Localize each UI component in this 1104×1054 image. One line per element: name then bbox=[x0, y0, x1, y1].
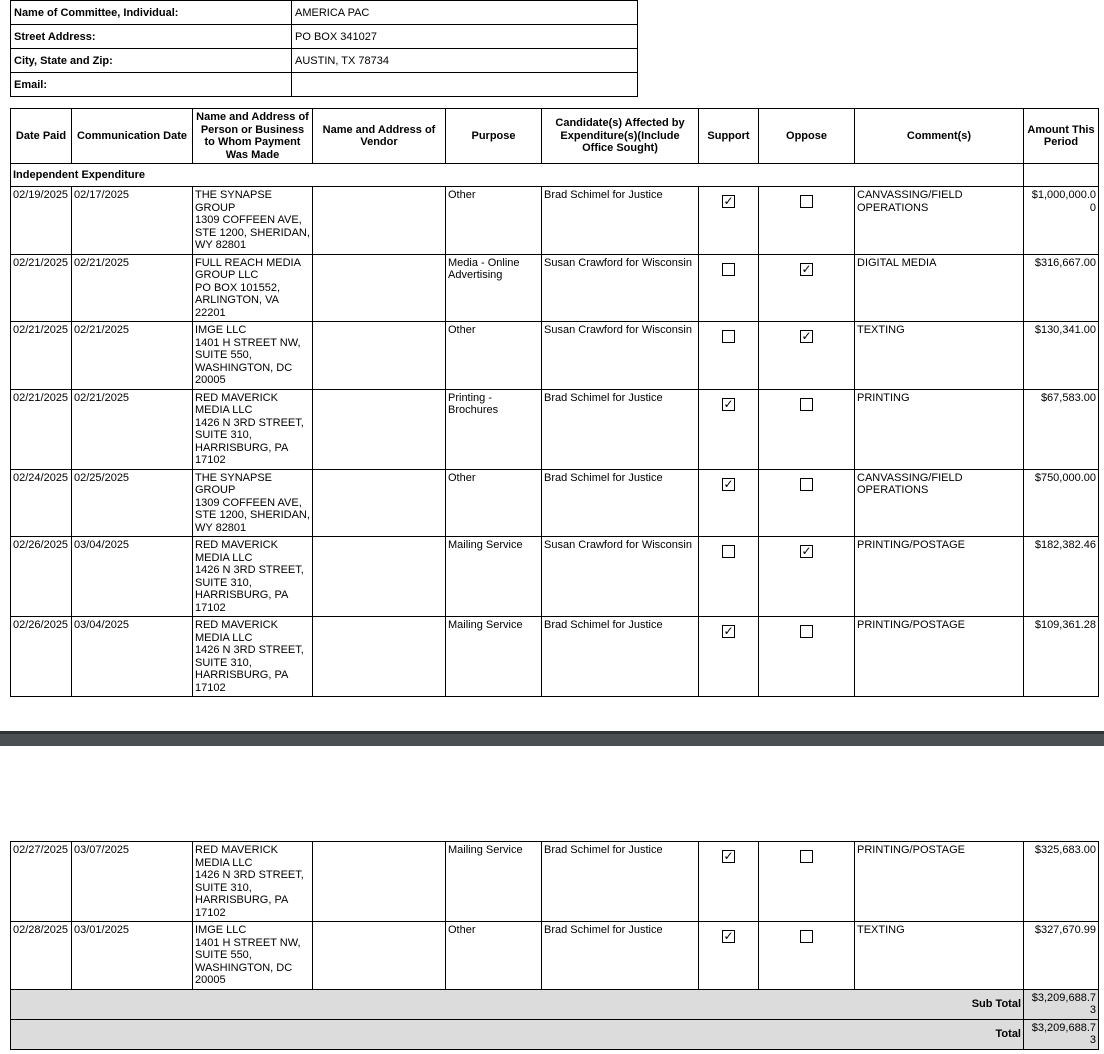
payee: IMGE LLC 1401 H STREET NW, SUITE 550, WASHINGTON, DC 20005 bbox=[193, 922, 313, 990]
support-checkbox[interactable]: ✓ bbox=[723, 929, 734, 943]
candidate: Brad Schimel for Justice bbox=[542, 922, 699, 990]
purpose: Mailing Service bbox=[446, 842, 542, 922]
support-checkbox[interactable]: ✓ bbox=[723, 849, 734, 863]
candidate: Brad Schimel for Justice bbox=[542, 389, 699, 469]
communication-date: 03/04/2025 bbox=[72, 537, 193, 617]
candidate: Susan Crawford for Wisconsin bbox=[542, 254, 699, 322]
purpose: Other bbox=[446, 922, 542, 990]
subtotal-row bbox=[11, 989, 1099, 1019]
communication-date: 03/04/2025 bbox=[72, 617, 193, 697]
date-paid: 02/21/2025 bbox=[11, 322, 72, 390]
amount: $67,583.00 bbox=[1024, 389, 1099, 469]
support-cell bbox=[699, 254, 759, 322]
date-paid: 02/27/2025 bbox=[11, 842, 72, 922]
candidate: Susan Crawford for Wisconsin bbox=[542, 322, 699, 390]
date-paid: 02/28/2025 bbox=[11, 922, 72, 990]
support-cell bbox=[699, 842, 759, 922]
amount: $182,382.46 bbox=[1024, 537, 1099, 617]
candidate: Brad Schimel for Justice bbox=[542, 617, 699, 697]
vendor bbox=[313, 322, 446, 390]
total-label: Total bbox=[11, 1019, 1024, 1049]
committee-info-table bbox=[10, 0, 638, 97]
oppose-checkbox[interactable] bbox=[800, 930, 813, 943]
communication-date: 02/21/2025 bbox=[72, 389, 193, 469]
expenditure-table bbox=[10, 108, 1099, 697]
date-paid: 02/21/2025 bbox=[11, 254, 72, 322]
comments: PRINTING/POSTAGE bbox=[855, 617, 1024, 697]
committee-name-label: Name of Committee, Individual: bbox=[11, 1, 292, 25]
purpose: Other bbox=[446, 469, 542, 537]
date-paid: 02/21/2025 bbox=[11, 389, 72, 469]
oppose-checkbox[interactable]: ✓ bbox=[801, 544, 812, 558]
vendor bbox=[313, 922, 446, 990]
oppose-cell bbox=[759, 842, 855, 922]
table-row bbox=[11, 922, 1099, 990]
section-amount-cell bbox=[1024, 164, 1099, 187]
amount: $130,341.00 bbox=[1024, 322, 1099, 390]
total-row bbox=[11, 1019, 1099, 1049]
communication-date: 02/25/2025 bbox=[72, 469, 193, 537]
communication-date: 02/21/2025 bbox=[72, 322, 193, 390]
page-break-divider bbox=[0, 731, 1104, 746]
oppose-checkbox[interactable] bbox=[800, 850, 813, 863]
support-checkbox[interactable] bbox=[722, 263, 735, 276]
payee: THE SYNAPSE GROUP 1309 COFFEEN AVE, STE 1200, SHERIDAN, WY 82801 bbox=[193, 469, 313, 537]
table-row bbox=[11, 389, 1099, 469]
support-checkbox[interactable]: ✓ bbox=[723, 476, 734, 491]
oppose-cell bbox=[759, 254, 855, 322]
table-row bbox=[11, 322, 1099, 390]
communication-date: 03/01/2025 bbox=[72, 922, 193, 990]
col-oppose: Oppose bbox=[759, 109, 855, 164]
email-value bbox=[292, 73, 638, 97]
comments: CANVASSING/FIELD OPERATIONS bbox=[855, 187, 1024, 255]
date-paid: 02/26/2025 bbox=[11, 537, 72, 617]
oppose-checkbox[interactable] bbox=[800, 195, 813, 208]
section-label: Independent Expenditure bbox=[11, 164, 1024, 187]
amount: $109,361.28 bbox=[1024, 617, 1099, 697]
committee-name-value: AMERICA PAC bbox=[292, 1, 638, 25]
vendor bbox=[313, 469, 446, 537]
amount: $1,000,000.00 bbox=[1024, 187, 1099, 255]
support-checkbox[interactable] bbox=[722, 330, 735, 343]
amount: $750,000.00 bbox=[1024, 469, 1099, 537]
support-cell bbox=[699, 537, 759, 617]
candidate: Brad Schimel for Justice bbox=[542, 187, 699, 255]
table-row bbox=[11, 469, 1099, 537]
subtotal-value: $3,209,688.73 bbox=[1024, 989, 1099, 1019]
comments: TEXTING bbox=[855, 322, 1024, 390]
support-cell bbox=[699, 469, 759, 537]
expenditure-table-page-2 bbox=[10, 841, 1099, 1050]
oppose-cell bbox=[759, 469, 855, 537]
amount: $327,670.99 bbox=[1024, 922, 1099, 990]
purpose: Printing - Brochures bbox=[446, 389, 542, 469]
payee: RED MAVERICK MEDIA LLC 1426 N 3RD STREET, SUITE 310, HARRISBURG, PA 17102 bbox=[193, 537, 313, 617]
email-label: Email: bbox=[11, 73, 292, 97]
oppose-cell bbox=[759, 389, 855, 469]
purpose: Media - Online Advertising bbox=[446, 254, 542, 322]
vendor bbox=[313, 389, 446, 469]
oppose-cell bbox=[759, 187, 855, 255]
vendor bbox=[313, 187, 446, 255]
comments: TEXTING bbox=[855, 922, 1024, 990]
street-value: PO BOX 341027 bbox=[292, 25, 638, 49]
oppose-cell bbox=[759, 537, 855, 617]
comments: PRINTING/POSTAGE bbox=[855, 537, 1024, 617]
payee: FULL REACH MEDIA GROUP LLC PO BOX 101552, ARLINGTON, VA 22201 bbox=[193, 254, 313, 322]
street-label: Street Address: bbox=[11, 25, 292, 49]
table-row bbox=[11, 617, 1099, 697]
col-date-paid: Date Paid bbox=[11, 109, 72, 164]
purpose: Other bbox=[446, 322, 542, 390]
col-communication-date: Communication Date bbox=[72, 109, 193, 164]
oppose-checkbox[interactable] bbox=[800, 398, 813, 411]
comments: PRINTING bbox=[855, 389, 1024, 469]
oppose-checkbox[interactable]: ✓ bbox=[801, 261, 812, 276]
col-vendor: Name and Address of Vendor bbox=[313, 109, 446, 164]
total-value: $3,209,688.73 bbox=[1024, 1019, 1099, 1049]
date-paid: 02/19/2025 bbox=[11, 187, 72, 255]
purpose: Mailing Service bbox=[446, 617, 542, 697]
table-header-row bbox=[11, 109, 1099, 164]
col-payee: Name and Address of Person or Business to Whom Payment Was Made bbox=[193, 109, 313, 164]
support-checkbox[interactable]: ✓ bbox=[723, 624, 734, 638]
amount: $316,667.00 bbox=[1024, 254, 1099, 322]
payee: RED MAVERICK MEDIA LLC 1426 N 3RD STREET, SUITE 310, HARRISBURG, PA 17102 bbox=[193, 389, 313, 469]
table-row bbox=[11, 254, 1099, 322]
oppose-cell bbox=[759, 322, 855, 390]
communication-date: 02/17/2025 bbox=[72, 187, 193, 255]
city-label: City, State and Zip: bbox=[11, 49, 292, 73]
support-cell bbox=[699, 187, 759, 255]
support-cell bbox=[699, 617, 759, 697]
col-candidate: Candidate(s) Affected by Expenditure(s)(Include Office Sought) bbox=[542, 109, 699, 164]
oppose-cell bbox=[759, 922, 855, 990]
payee: IMGE LLC 1401 H STREET NW, SUITE 550, WASHINGTON, DC 20005 bbox=[193, 322, 313, 390]
candidate: Brad Schimel for Justice bbox=[542, 842, 699, 922]
comments: PRINTING/POSTAGE bbox=[855, 842, 1024, 922]
amount: $325,683.00 bbox=[1024, 842, 1099, 922]
comments: DIGITAL MEDIA bbox=[855, 254, 1024, 322]
table-row bbox=[11, 537, 1099, 617]
support-checkbox[interactable]: ✓ bbox=[723, 396, 734, 411]
table-row bbox=[11, 187, 1099, 255]
payee: RED MAVERICK MEDIA LLC 1426 N 3RD STREET, SUITE 310, HARRISBURG, PA 17102 bbox=[193, 617, 313, 697]
col-amount: Amount This Period bbox=[1024, 109, 1099, 164]
oppose-checkbox[interactable] bbox=[800, 478, 813, 491]
oppose-checkbox[interactable]: ✓ bbox=[801, 329, 812, 343]
purpose: Mailing Service bbox=[446, 537, 542, 617]
vendor bbox=[313, 617, 446, 697]
col-purpose: Purpose bbox=[446, 109, 542, 164]
date-paid: 02/24/2025 bbox=[11, 469, 72, 537]
col-comments: Comment(s) bbox=[855, 109, 1024, 164]
payee: THE SYNAPSE GROUP 1309 COFFEEN AVE, STE 1200, SHERIDAN, WY 82801 bbox=[193, 187, 313, 255]
city-value: AUSTIN, TX 78734 bbox=[292, 49, 638, 73]
vendor bbox=[313, 537, 446, 617]
support-cell bbox=[699, 389, 759, 469]
communication-date: 03/07/2025 bbox=[72, 842, 193, 922]
purpose: Other bbox=[446, 187, 542, 255]
oppose-checkbox[interactable] bbox=[800, 625, 813, 638]
vendor bbox=[313, 254, 446, 322]
col-support: Support bbox=[699, 109, 759, 164]
support-cell bbox=[699, 322, 759, 390]
vendor bbox=[313, 842, 446, 922]
support-cell bbox=[699, 922, 759, 990]
oppose-cell bbox=[759, 617, 855, 697]
comments: CANVASSING/FIELD OPERATIONS bbox=[855, 469, 1024, 537]
subtotal-label: Sub Total bbox=[11, 989, 1024, 1019]
support-checkbox[interactable] bbox=[722, 545, 735, 558]
communication-date: 02/21/2025 bbox=[72, 254, 193, 322]
support-checkbox[interactable]: ✓ bbox=[723, 194, 734, 208]
date-paid: 02/26/2025 bbox=[11, 617, 72, 697]
table-row bbox=[11, 842, 1099, 922]
candidate: Brad Schimel for Justice bbox=[542, 469, 699, 537]
candidate: Susan Crawford for Wisconsin bbox=[542, 537, 699, 617]
payee: RED MAVERICK MEDIA LLC 1426 N 3RD STREET, SUITE 310, HARRISBURG, PA 17102 bbox=[193, 842, 313, 922]
